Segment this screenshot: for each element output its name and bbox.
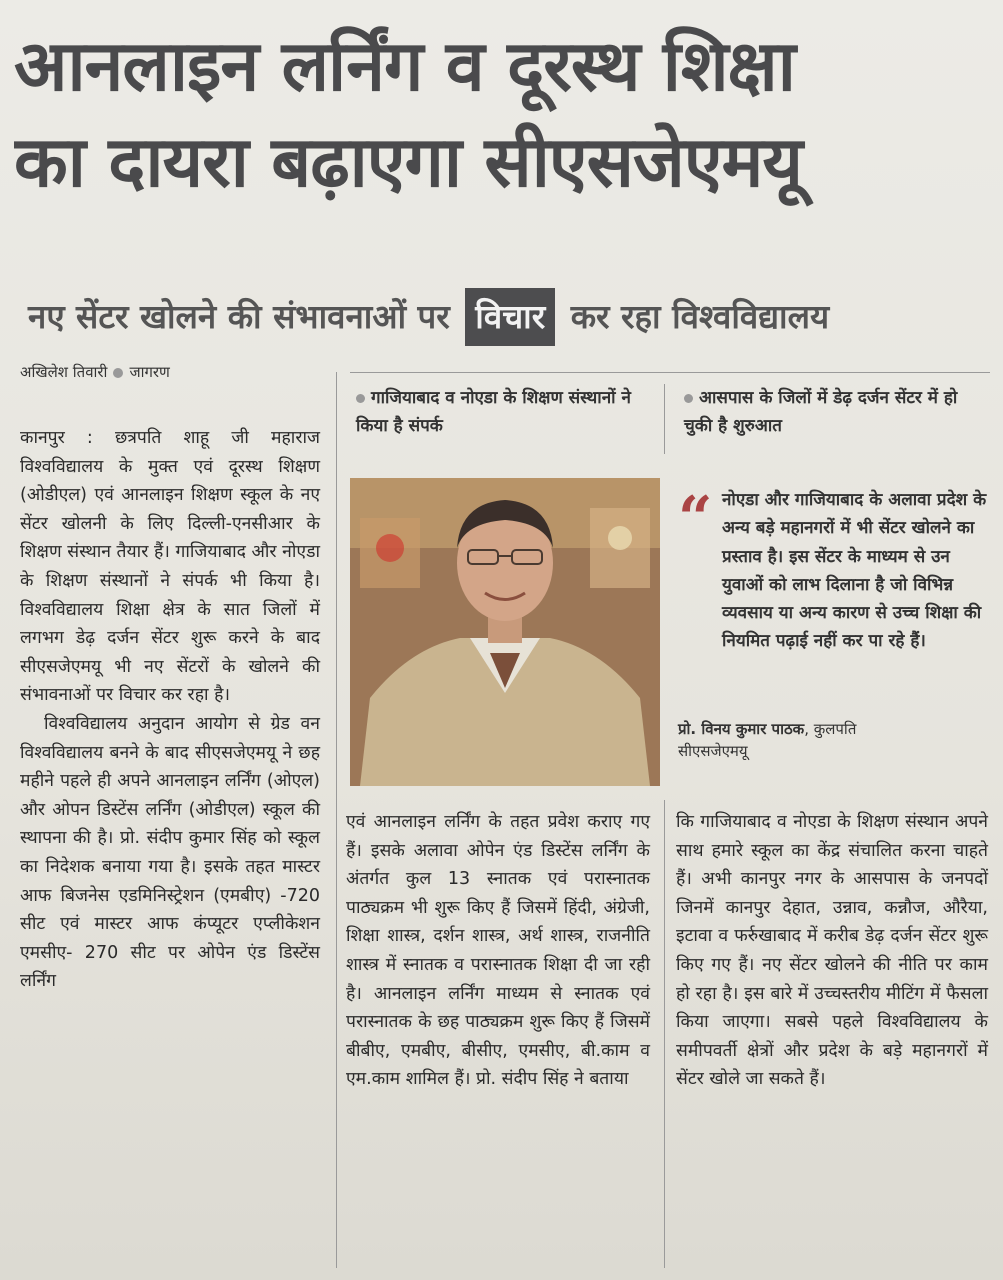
portrait-illustration (350, 478, 660, 786)
highlight-text: गाजियाबाद व नोएडा के शिक्षण संस्थानों ने किया है संपर्क (356, 388, 631, 436)
subhead-after: कर रहा विश्वविद्यालय (570, 297, 830, 336)
subhead-before: नए सेंटर खोलने की संभावनाओं पर (28, 297, 450, 336)
column-divider (664, 800, 665, 1268)
column-divider (664, 384, 665, 454)
quote-attribution (678, 718, 856, 762)
quote-text: नोएडा और गाजियाबाद के अलावा प्रदेश के अन्य बड़े महानगरों में भी सेंटर खोलने का प्रस्ताव है। इस सेंटर के माध्यम से उन युवाओं को लाभ दिलाना है जो विभिन्न व्यवसाय या अन्य कारण से उच्च शिक्षा की नियमित पढ़ाई नहीं कर पा रहे हैं। (722, 490, 987, 652)
column-divider (336, 372, 337, 1268)
paragraph: कि गाजियाबाद व नोएडा के शिक्षण संस्थान अपने साथ हमारे स्कूल का केंद्र संचालित करना चाहते हैं। अभी कानपुर नगर के आसपास के जनपदों जिनमें कानपुर देहात, उन्नाव, कन्नौज, औरैया, इटावा व फर्रुखाबाद में करीब डेढ़ दर्जन सेंटर शुरू किए गए हैं। नए सेंटर खोलने की नीति पर काम हो रहा है। इस बारे में उच्चस्तरीय मीटिंग में फैसला किया जाएगा। सबसे पहले विश्वविद्यालय के समीपवर्ती क्षेत्रों और प्रदेश के बड़े महानगरों में सेंटर खोले जा सकते हैं। (676, 812, 988, 1090)
bullet-icon (113, 368, 123, 378)
headline-line-2: का दायरा बढ़ाएगा सीएसजेएमयू (14, 121, 803, 203)
paragraph: विश्वविद्यालय अनुदान आयोग से ग्रेड वन विश्वविद्यालय बनने के बाद सीएसजेएमयू ने छह महीने पहले ही अपने आनलाइन लर्निंग (ओएल) और ओपन डिस्टेंस लर्निंग (ओडीएल) स्कूल की स्थापना की है। प्रो. संदीप कुमार सिंह को स्कूल का निदेशक बनाया गया है। इसके तहत मास्टर आफ बिजनेस एडमिनिस्ट्रेशन (एमबीए) -720 सीट एवं मास्टर आफ कंप्यूटर एप्लीकेशन एमसीए- 270 सीट पर ओपेन एंड डिस्टेंस लर्निंग (20, 713, 320, 992)
quote-org: सीएसजेएमयू (678, 742, 748, 760)
pull-quote (678, 486, 990, 656)
quote-name: प्रो. विनय कुमार पाठक (678, 720, 805, 738)
paragraph: कानपुर : छत्रपति शाहू जी महाराज विश्वविद्यालय के मुक्त एवं दूरस्थ शिक्षण (ओडीएल) एवं आनलाइन शिक्षण स्कूल के नए सेंटर खोलनी के लिए दिल्ली-एनसीआर के शिक्षण संस्थान तैयार हैं। गाजियाबाद और नोएडा के शिक्षण संस्थानों ने संपर्क भी किया है। विश्वविद्यालय शिक्षा क्षेत्र के सात जिलों में लगभग डेढ़ दर्जन सेंटर शुरू करने के बाद सीएसजेएमयू भी नए सेंटरों के खोलने की संभावनाओं पर विचार कर रहा है। (20, 428, 320, 706)
byline-author: अखिलेश तिवारी (20, 363, 108, 381)
highlight-1 (356, 384, 656, 440)
quote-mark-icon: “ (678, 484, 713, 554)
column-2 (346, 808, 650, 1094)
headline (14, 18, 989, 210)
paragraph: एवं आनलाइन लर्निंग के तहत प्रवेश कराए गए हैं। इसके अलावा ओपेन एंड डिस्टेंस लर्निंग के अंतर्गत कुल 13 स्नातक एवं परास्नातक पाठ्यक्रम भी शुरू किए हैं जिसमें हिंदी, अंग्रेजी, शिक्षा शास्त्र, दर्शन शास्त्र, अर्थ शास्त्र, राजनीति शास्त्र में स्नातक व परास्नातक शिक्षा दी जा रही है। आनलाइन लर्निंग माध्यम से स्नातक एवं परास्नातक के छह पाठ्यक्रम शुरू किए हैं जिसमें बीबीए, एमबीए, बीसीए, एमसीए, बी.काम व एम.काम शामिल हैं। प्रो. संदीप सिंह ने बताया (346, 812, 650, 1090)
byline-publication: जागरण (129, 363, 170, 381)
column-3 (676, 808, 988, 1094)
bullet-icon (684, 394, 693, 403)
bullet-icon (356, 394, 365, 403)
highlight-2 (684, 384, 984, 440)
highlight-text: आसपास के जिलों में डेढ़ दर्जन सेंटर में हो चुकी है शुरुआत (684, 388, 958, 436)
column-1 (20, 424, 320, 996)
headline-line-1: आनलाइन लर्निंग व दूरस्थ शिक्षा (14, 25, 795, 107)
quote-role: , कुलपति (804, 720, 857, 738)
byline (20, 362, 170, 382)
top-rule (350, 372, 990, 373)
portrait-photo (350, 478, 660, 786)
subhead-boxed-word: विचार (465, 288, 555, 346)
subheadline (28, 282, 988, 352)
